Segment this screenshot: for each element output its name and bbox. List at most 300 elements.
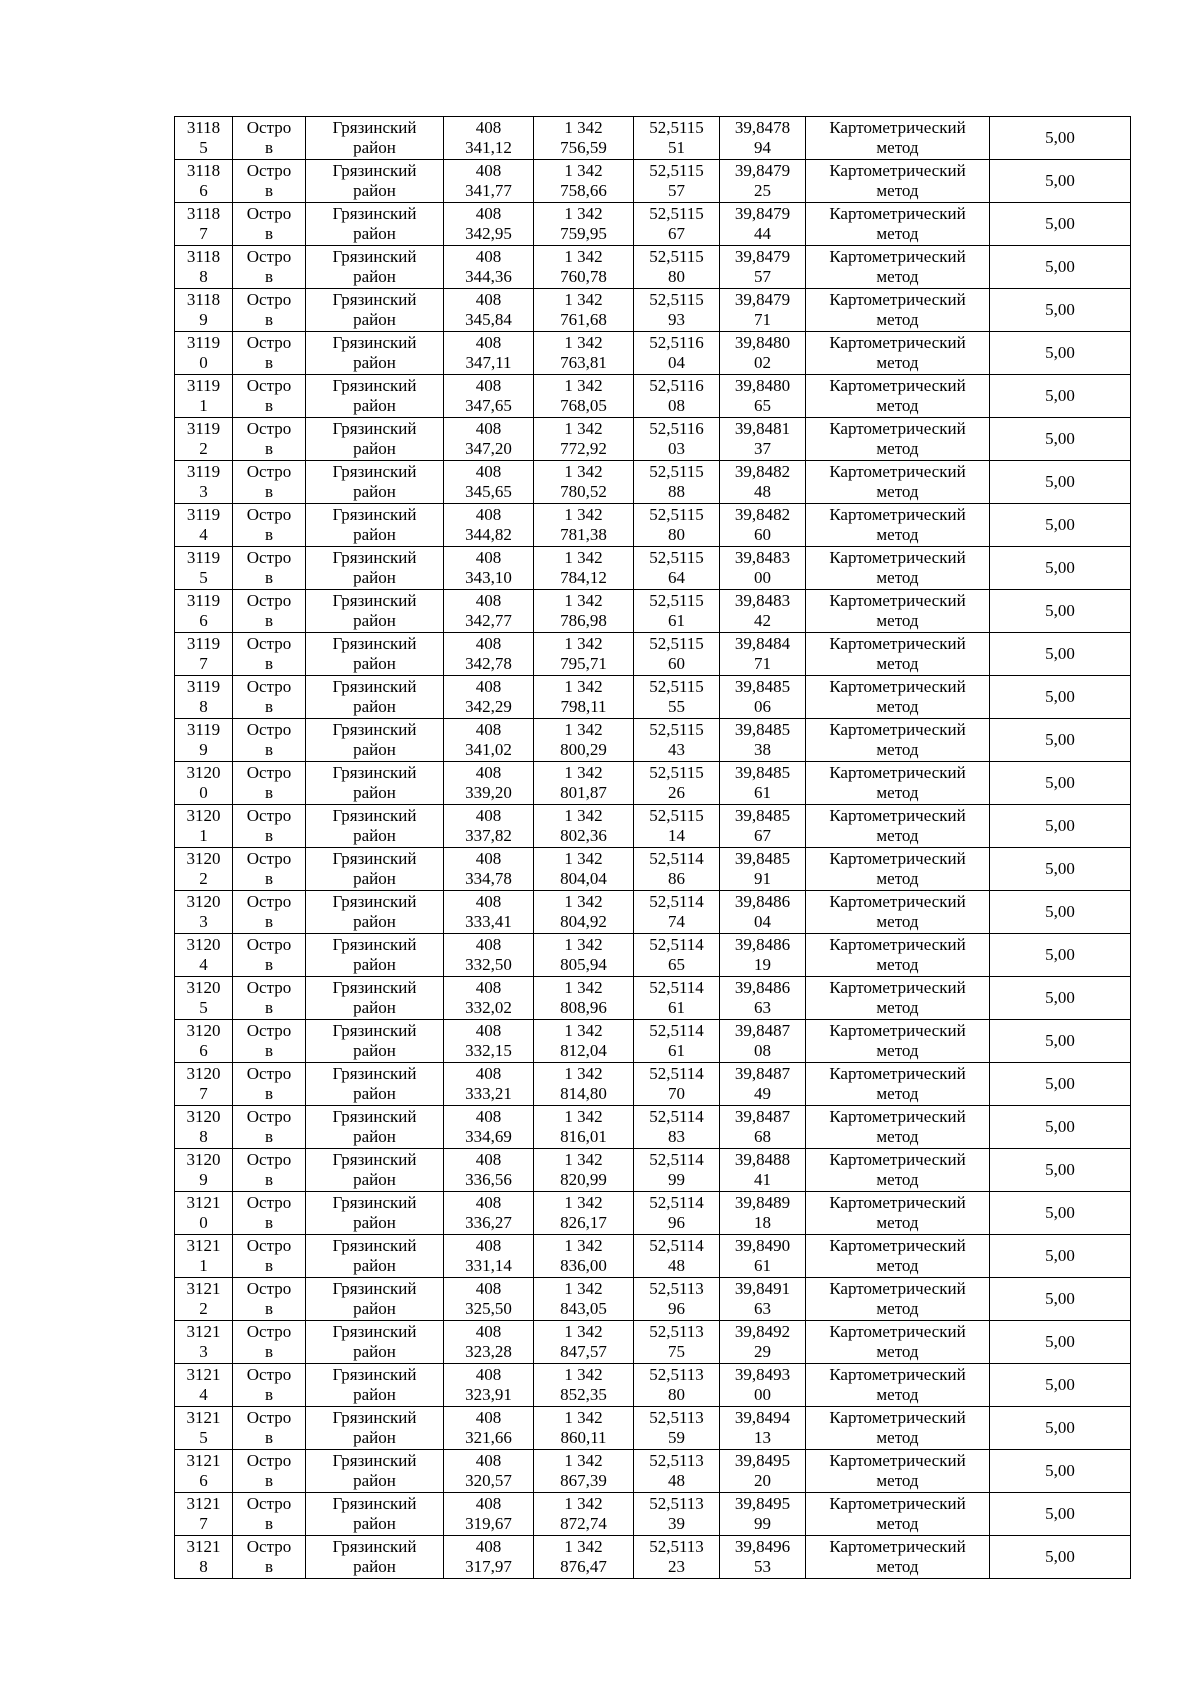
x-coordinate-cell-line: 341,12	[465, 138, 512, 157]
latitude-cell-line: 52,5115	[649, 548, 704, 567]
latitude-cell	[634, 719, 720, 762]
longitude-cell-line: 39,8496	[734, 1537, 791, 1556]
point-number-cell-line: 3119	[186, 677, 221, 696]
x-coordinate-cell	[444, 762, 534, 805]
y-coordinate-cell-line: 1 342	[564, 290, 603, 309]
x-coordinate-cell-line: 347,65	[465, 396, 512, 415]
latitude-cell-line: 52,5114	[649, 1193, 704, 1212]
latitude-cell	[634, 160, 720, 203]
method-cell	[806, 289, 990, 332]
y-coordinate-cell-line: 780,52	[560, 482, 607, 501]
latitude-cell-line: 52,5115	[649, 763, 704, 782]
locality-cell	[233, 1063, 306, 1106]
point-number-cell-line: 5	[199, 1428, 208, 1447]
locality-cell-line: Остро	[246, 1236, 292, 1255]
y-coordinate-cell-line: 802,36	[560, 826, 607, 845]
district-cell-line: Грязинский	[332, 161, 417, 180]
latitude-cell-line: 52,5115	[649, 462, 704, 481]
locality-cell	[233, 1106, 306, 1149]
point-number-cell-line: 3121	[186, 1408, 221, 1427]
latitude-cell-line: 03	[668, 439, 685, 458]
method-cell-line: Картометрический	[829, 161, 966, 180]
locality-cell-line: в	[264, 1471, 274, 1490]
x-coordinate-cell	[444, 891, 534, 934]
method-cell-line: Картометрический	[829, 677, 966, 696]
y-coordinate-cell	[534, 1235, 634, 1278]
method-cell	[806, 246, 990, 289]
point-number-cell-line: 3118	[186, 247, 221, 266]
method-cell	[806, 117, 990, 160]
x-coordinate-cell-line: 344,82	[465, 525, 512, 544]
point-number-cell	[175, 633, 233, 676]
latitude-cell-line: 52,5114	[649, 1064, 704, 1083]
district-cell	[306, 1278, 444, 1321]
locality-cell-line: в	[264, 697, 274, 716]
y-coordinate-cell-line: 836,00	[560, 1256, 607, 1275]
y-coordinate-cell	[534, 461, 634, 504]
y-coordinate-cell-line: 1 342	[564, 1236, 603, 1255]
method-cell-line: Картометрический	[829, 1365, 966, 1384]
latitude-cell-line: 39	[668, 1514, 685, 1533]
method-cell-line: метод	[876, 1213, 919, 1232]
latitude-cell-line: 74	[668, 912, 685, 931]
longitude-cell	[720, 762, 806, 805]
y-coordinate-cell-line: 860,11	[560, 1428, 607, 1447]
method-cell-line: Картометрический	[829, 1537, 966, 1556]
x-coordinate-cell-line: 347,11	[465, 353, 512, 372]
method-cell-line: метод	[876, 1342, 919, 1361]
y-coordinate-cell-line: 1 342	[564, 204, 603, 223]
longitude-cell	[720, 848, 806, 891]
x-coordinate-cell-line: 408	[475, 763, 502, 782]
district-cell	[306, 1407, 444, 1450]
x-coordinate-cell-line: 334,69	[465, 1127, 512, 1146]
method-cell	[806, 633, 990, 676]
latitude-cell	[634, 1407, 720, 1450]
point-number-cell	[175, 1063, 233, 1106]
latitude-cell-line: 61	[668, 611, 685, 630]
y-coordinate-cell	[534, 762, 634, 805]
point-number-cell	[175, 246, 233, 289]
table-row	[175, 762, 1131, 805]
latitude-cell	[634, 1063, 720, 1106]
y-coordinate-cell-line: 795,71	[560, 654, 607, 673]
longitude-cell-line: 61	[754, 783, 771, 802]
y-coordinate-cell	[534, 977, 634, 1020]
district-cell-line: Грязинский	[332, 1451, 417, 1470]
district-cell-line: Грязинский	[332, 1365, 417, 1384]
accuracy-cell: 5,00	[990, 461, 1131, 504]
x-coordinate-cell-line: 408	[475, 290, 502, 309]
district-cell-line: район	[353, 826, 396, 845]
longitude-cell	[720, 160, 806, 203]
longitude-cell-line: 67	[754, 826, 771, 845]
x-coordinate-cell	[444, 1149, 534, 1192]
method-cell	[806, 461, 990, 504]
locality-cell-line: в	[264, 525, 274, 544]
y-coordinate-cell-line: 1 342	[564, 1064, 603, 1083]
point-number-cell-line: 3118	[186, 161, 221, 180]
y-coordinate-cell-line: 1 342	[564, 1365, 603, 1384]
method-cell	[806, 1106, 990, 1149]
locality-cell-line: Остро	[246, 1150, 292, 1169]
locality-cell-line: Остро	[246, 935, 292, 954]
y-coordinate-cell-line: 1 342	[564, 849, 603, 868]
longitude-cell	[720, 1407, 806, 1450]
point-number-cell	[175, 1106, 233, 1149]
latitude-cell-line: 48	[668, 1256, 685, 1275]
latitude-cell-line: 52,5114	[649, 1236, 704, 1255]
district-cell-line: район	[353, 224, 396, 243]
longitude-cell-line: 48	[754, 482, 771, 501]
y-coordinate-cell	[534, 590, 634, 633]
table-row	[175, 117, 1131, 160]
y-coordinate-cell-line: 1 342	[564, 1021, 603, 1040]
locality-cell-line: в	[264, 1342, 274, 1361]
x-coordinate-cell-line: 331,14	[465, 1256, 512, 1275]
point-number-cell-line: 6	[199, 181, 208, 200]
locality-cell-line: Остро	[246, 505, 292, 524]
accuracy-cell: 5,00	[990, 891, 1131, 934]
point-number-cell-line: 3118	[186, 118, 221, 137]
y-coordinate-cell-line: 759,95	[560, 224, 607, 243]
method-cell	[806, 676, 990, 719]
point-number-cell	[175, 1278, 233, 1321]
accuracy-cell: 5,00	[990, 289, 1131, 332]
x-coordinate-cell-line: 408	[475, 1064, 502, 1083]
locality-cell-line: в	[264, 912, 274, 931]
method-cell	[806, 805, 990, 848]
longitude-cell-line: 39,8491	[734, 1279, 791, 1298]
accuracy-cell: 5,00	[990, 418, 1131, 461]
locality-cell	[233, 504, 306, 547]
latitude-cell	[634, 590, 720, 633]
latitude-cell-line: 86	[668, 869, 685, 888]
method-cell-line: метод	[876, 826, 919, 845]
accuracy-cell: 5,00	[990, 1235, 1131, 1278]
method-cell-line: Картометрический	[829, 806, 966, 825]
point-number-cell-line: 3121	[186, 1279, 221, 1298]
locality-cell	[233, 590, 306, 633]
point-number-cell-line: 3	[199, 1342, 208, 1361]
table-row	[175, 719, 1131, 762]
point-number-cell-line: 8	[199, 267, 208, 286]
method-cell-line: метод	[876, 1428, 919, 1447]
locality-cell	[233, 203, 306, 246]
district-cell-line: район	[353, 439, 396, 458]
latitude-cell	[634, 203, 720, 246]
latitude-cell-line: 61	[668, 998, 685, 1017]
table-row	[175, 1278, 1131, 1321]
district-cell-line: район	[353, 1256, 396, 1275]
y-coordinate-cell-line: 1 342	[564, 1107, 603, 1126]
method-cell-line: метод	[876, 1127, 919, 1146]
method-cell	[806, 160, 990, 203]
x-coordinate-cell-line: 323,91	[465, 1385, 512, 1404]
locality-cell-line: в	[264, 224, 274, 243]
y-coordinate-cell	[534, 633, 634, 676]
district-cell	[306, 246, 444, 289]
latitude-cell	[634, 633, 720, 676]
longitude-cell-line: 65	[754, 396, 771, 415]
x-coordinate-cell	[444, 1020, 534, 1063]
method-cell-line: метод	[876, 869, 919, 888]
x-coordinate-cell-line: 323,28	[465, 1342, 512, 1361]
locality-cell-line: в	[264, 310, 274, 329]
point-number-cell	[175, 676, 233, 719]
y-coordinate-cell-line: 1 342	[564, 1150, 603, 1169]
locality-cell-line: Остро	[246, 591, 292, 610]
latitude-cell-line: 52,5115	[649, 720, 704, 739]
longitude-cell	[720, 1364, 806, 1407]
accuracy-cell: 5,00	[990, 117, 1131, 160]
longitude-cell-line: 60	[754, 525, 771, 544]
x-coordinate-cell	[444, 633, 534, 676]
locality-cell	[233, 418, 306, 461]
longitude-cell-line: 63	[754, 1299, 771, 1318]
latitude-cell-line: 52,5113	[649, 1279, 704, 1298]
district-cell-line: район	[353, 482, 396, 501]
longitude-cell	[720, 461, 806, 504]
locality-cell	[233, 891, 306, 934]
x-coordinate-cell	[444, 805, 534, 848]
point-number-cell	[175, 160, 233, 203]
longitude-cell-line: 39,8483	[734, 591, 791, 610]
longitude-cell-line: 39,8494	[734, 1408, 791, 1427]
table-row	[175, 1450, 1131, 1493]
x-coordinate-cell-line: 408	[475, 1150, 502, 1169]
longitude-cell-line: 19	[754, 955, 771, 974]
latitude-cell	[634, 1192, 720, 1235]
district-cell-line: район	[353, 611, 396, 630]
district-cell	[306, 1364, 444, 1407]
district-cell-line: Грязинский	[332, 247, 417, 266]
district-cell	[306, 504, 444, 547]
y-coordinate-cell-line: 1 342	[564, 1408, 603, 1427]
method-cell-line: Картометрический	[829, 763, 966, 782]
x-coordinate-cell	[444, 289, 534, 332]
district-cell-line: Грязинский	[332, 677, 417, 696]
point-number-cell-line: 8	[199, 1127, 208, 1146]
x-coordinate-cell-line: 408	[475, 1021, 502, 1040]
district-cell-line: район	[353, 1041, 396, 1060]
latitude-cell	[634, 461, 720, 504]
table-row	[175, 977, 1131, 1020]
point-number-cell-line: 3119	[186, 720, 221, 739]
point-number-cell	[175, 289, 233, 332]
longitude-cell	[720, 1020, 806, 1063]
point-number-cell-line: 1	[199, 826, 208, 845]
point-number-cell-line: 3121	[186, 1537, 221, 1556]
district-cell-line: Грязинский	[332, 892, 417, 911]
x-coordinate-cell-line: 342,29	[465, 697, 512, 716]
locality-cell-line: в	[264, 826, 274, 845]
latitude-cell	[634, 418, 720, 461]
accuracy-cell: 5,00	[990, 1063, 1131, 1106]
y-coordinate-cell	[534, 719, 634, 762]
latitude-cell-line: 80	[668, 525, 685, 544]
table-row	[175, 633, 1131, 676]
point-number-cell-line: 3119	[186, 505, 221, 524]
point-number-cell-line: 6	[199, 1471, 208, 1490]
district-cell-line: район	[353, 525, 396, 544]
y-coordinate-cell	[534, 1149, 634, 1192]
latitude-cell	[634, 375, 720, 418]
longitude-cell-line: 00	[754, 568, 771, 587]
accuracy-cell: 5,00	[990, 1364, 1131, 1407]
district-cell-line: район	[353, 1471, 396, 1490]
point-number-cell-line: 2	[199, 869, 208, 888]
y-coordinate-cell-line: 852,35	[560, 1385, 607, 1404]
district-cell-line: Грязинский	[332, 333, 417, 352]
district-cell-line: Грязинский	[332, 290, 417, 309]
longitude-cell	[720, 1192, 806, 1235]
x-coordinate-cell-line: 408	[475, 419, 502, 438]
latitude-cell	[634, 1149, 720, 1192]
y-coordinate-cell-line: 1 342	[564, 591, 603, 610]
accuracy-cell: 5,00	[990, 848, 1131, 891]
longitude-cell-line: 94	[754, 138, 771, 157]
method-cell-line: Картометрический	[829, 333, 966, 352]
district-cell-line: Грязинский	[332, 849, 417, 868]
accuracy-cell: 5,00	[990, 676, 1131, 719]
accuracy-cell: 5,00	[990, 590, 1131, 633]
x-coordinate-cell-line: 408	[475, 1408, 502, 1427]
locality-cell	[233, 1020, 306, 1063]
method-cell	[806, 1493, 990, 1536]
longitude-cell-line: 61	[754, 1256, 771, 1275]
x-coordinate-cell	[444, 1235, 534, 1278]
district-cell	[306, 461, 444, 504]
locality-cell-line: в	[264, 1127, 274, 1146]
latitude-cell	[634, 117, 720, 160]
point-number-cell-line: 6	[199, 1041, 208, 1060]
latitude-cell-line: 52,5113	[649, 1494, 704, 1513]
locality-cell	[233, 762, 306, 805]
point-number-cell-line: 5	[199, 138, 208, 157]
method-cell	[806, 332, 990, 375]
district-cell	[306, 289, 444, 332]
x-coordinate-cell	[444, 676, 534, 719]
locality-cell	[233, 633, 306, 676]
locality-cell-line: Остро	[246, 978, 292, 997]
point-number-cell	[175, 934, 233, 977]
point-number-cell-line: 9	[199, 310, 208, 329]
y-coordinate-cell-line: 1 342	[564, 634, 603, 653]
method-cell	[806, 848, 990, 891]
latitude-cell	[634, 504, 720, 547]
latitude-cell-line: 52,5115	[649, 161, 704, 180]
locality-cell-line: Остро	[246, 161, 292, 180]
table-row	[175, 1364, 1131, 1407]
district-cell-line: район	[353, 654, 396, 673]
longitude-cell	[720, 891, 806, 934]
x-coordinate-cell-line: 408	[475, 247, 502, 266]
longitude-cell	[720, 289, 806, 332]
point-number-cell-line: 4	[199, 955, 208, 974]
locality-cell	[233, 1364, 306, 1407]
x-coordinate-cell	[444, 1278, 534, 1321]
latitude-cell	[634, 1364, 720, 1407]
latitude-cell	[634, 676, 720, 719]
table-row	[175, 848, 1131, 891]
point-number-cell-line: 5	[199, 568, 208, 587]
x-coordinate-cell-line: 333,21	[465, 1084, 512, 1103]
y-coordinate-cell	[534, 547, 634, 590]
table-row	[175, 504, 1131, 547]
longitude-cell	[720, 590, 806, 633]
x-coordinate-cell	[444, 547, 534, 590]
latitude-cell-line: 52,5114	[649, 1150, 704, 1169]
point-number-cell-line: 7	[199, 1514, 208, 1533]
y-coordinate-cell-line: 772,92	[560, 439, 607, 458]
latitude-cell-line: 96	[668, 1299, 685, 1318]
latitude-cell-line: 99	[668, 1170, 685, 1189]
locality-cell-line: в	[264, 783, 274, 802]
locality-cell-line: Остро	[246, 1322, 292, 1341]
longitude-cell	[720, 1106, 806, 1149]
longitude-cell-line: 39,8490	[734, 1236, 791, 1255]
method-cell-line: метод	[876, 181, 919, 200]
y-coordinate-cell	[534, 246, 634, 289]
accuracy-cell: 5,00	[990, 1278, 1131, 1321]
district-cell-line: Грязинский	[332, 1494, 417, 1513]
point-number-cell	[175, 375, 233, 418]
y-coordinate-cell-line: 804,04	[560, 869, 607, 888]
longitude-cell-line: 42	[754, 611, 771, 630]
district-cell-line: район	[353, 181, 396, 200]
point-number-cell-line: 7	[199, 654, 208, 673]
y-coordinate-cell	[534, 117, 634, 160]
method-cell-line: метод	[876, 783, 919, 802]
longitude-cell-line: 99	[754, 1514, 771, 1533]
x-coordinate-cell-line: 408	[475, 935, 502, 954]
longitude-cell-line: 39,8486	[734, 892, 791, 911]
longitude-cell	[720, 977, 806, 1020]
longitude-cell	[720, 719, 806, 762]
latitude-cell	[634, 805, 720, 848]
method-cell-line: Картометрический	[829, 1107, 966, 1126]
latitude-cell-line: 23	[668, 1557, 685, 1576]
district-cell-line: Грязинский	[332, 1322, 417, 1341]
longitude-cell-line: 39,8479	[734, 161, 791, 180]
locality-cell	[233, 676, 306, 719]
y-coordinate-cell-line: 1 342	[564, 935, 603, 954]
longitude-cell	[720, 676, 806, 719]
latitude-cell-line: 55	[668, 697, 685, 716]
longitude-cell-line: 39,8481	[734, 419, 791, 438]
point-number-cell-line: 8	[199, 1557, 208, 1576]
y-coordinate-cell-line: 816,01	[560, 1127, 607, 1146]
y-coordinate-cell	[534, 805, 634, 848]
y-coordinate-cell-line: 820,99	[560, 1170, 607, 1189]
method-cell-line: Картометрический	[829, 462, 966, 481]
method-cell-line: метод	[876, 1557, 919, 1576]
latitude-cell-line: 80	[668, 267, 685, 286]
accuracy-cell: 5,00	[990, 1407, 1131, 1450]
table-row	[175, 1235, 1131, 1278]
district-cell-line: район	[353, 1557, 396, 1576]
longitude-cell-line: 57	[754, 267, 771, 286]
latitude-cell-line: 52,5113	[649, 1408, 704, 1427]
locality-cell-line: Остро	[246, 419, 292, 438]
y-coordinate-cell-line: 1 342	[564, 806, 603, 825]
x-coordinate-cell	[444, 160, 534, 203]
longitude-cell-line: 53	[754, 1557, 771, 1576]
method-cell-line: Картометрический	[829, 1494, 966, 1513]
point-number-cell	[175, 805, 233, 848]
latitude-cell	[634, 1020, 720, 1063]
